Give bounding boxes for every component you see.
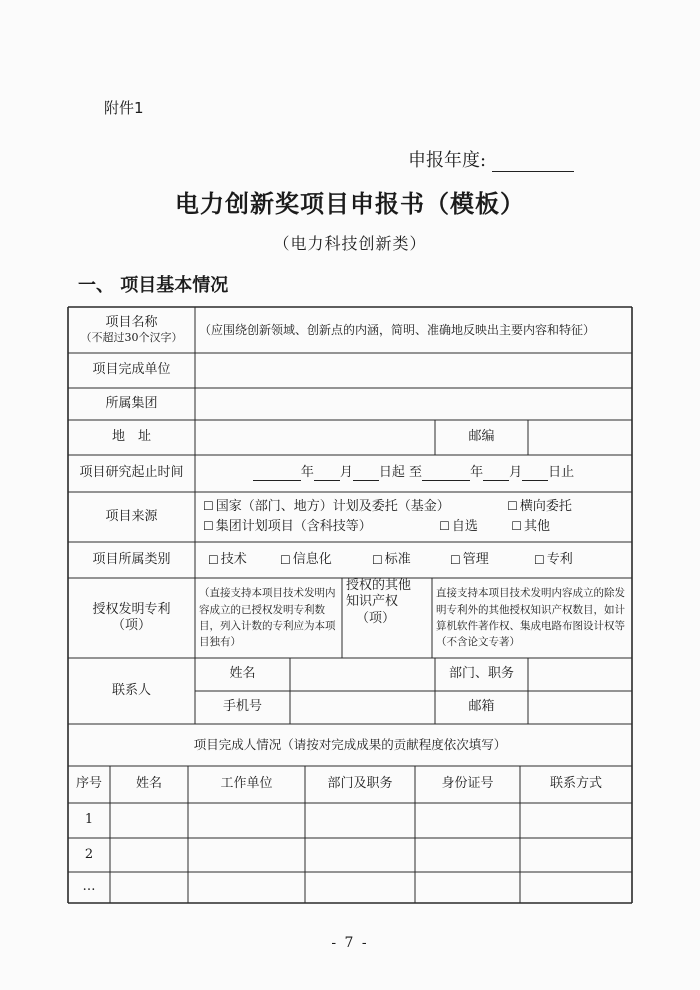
- checkbox-icon: ☐: [439, 519, 450, 534]
- year-unit: 年: [300, 465, 314, 481]
- category-option-patent[interactable]: [534, 552, 573, 568]
- contact-dept-field[interactable]: [528, 658, 632, 691]
- address-field[interactable]: [195, 420, 435, 455]
- option-label: 自选: [451, 518, 478, 534]
- source-option-self[interactable]: [439, 519, 507, 535]
- page-number: - 7 -: [331, 935, 369, 951]
- checkbox-icon: ☐: [208, 552, 219, 567]
- category-option-info[interactable]: [280, 552, 372, 568]
- checkbox-icon: ☐: [203, 499, 214, 514]
- source-label: 项目来源: [105, 508, 158, 524]
- members-header-index: 序号: [75, 776, 102, 792]
- option-label: 横向委托: [519, 498, 572, 514]
- source-option-horizontal[interactable]: [507, 499, 572, 515]
- page-title: 电力创新奖项目申报书（模板）: [175, 189, 525, 218]
- patent-label: [68, 578, 195, 658]
- members-header-name: 姓名: [135, 776, 162, 792]
- source-option-group[interactable]: [203, 519, 435, 535]
- option-label: 集团计划项目（含科技等）: [215, 518, 372, 534]
- postcode-field[interactable]: [528, 420, 632, 455]
- ip-label: [346, 578, 432, 658]
- checkbox-icon: ☐: [372, 552, 383, 567]
- option-label: 国家（部门、地方）计划及委托（基金）: [215, 498, 450, 514]
- page-subtitle: （电力科技创新类）: [273, 234, 427, 253]
- option-label: 技术: [220, 551, 247, 567]
- category-label: 项目所属类别: [92, 551, 171, 567]
- start-day-blank[interactable]: [353, 467, 379, 481]
- project-name-note: （不超过30个汉字）: [80, 331, 183, 345]
- option-label: 信息化: [292, 551, 332, 567]
- category-option-tech[interactable]: [208, 552, 280, 568]
- start-month-blank[interactable]: [314, 467, 340, 481]
- start-year-blank[interactable]: [253, 467, 301, 481]
- patent-label-line1: 授权发明专利: [92, 601, 171, 617]
- address-label: 地 址: [111, 429, 151, 445]
- checkbox-icon: ☐: [511, 519, 523, 534]
- patent-note[interactable]: （直接支持本项目技术发明内容成立的已授权发明专利数目，列入计数的专利应为本项目独有）: [199, 587, 336, 649]
- members-row-index: …: [82, 879, 96, 895]
- completion-unit-label: 项目完成单位: [92, 362, 171, 378]
- end-month-blank[interactable]: [483, 467, 509, 481]
- ip-label-line1: 授权的其他: [346, 578, 412, 593]
- source-option-national[interactable]: [203, 499, 503, 515]
- option-label: 标准: [384, 551, 411, 567]
- option-label: 管理: [462, 551, 489, 567]
- group-label: 所属集团: [105, 395, 158, 411]
- checkbox-icon: ☐: [507, 499, 518, 514]
- members-header-contact: 联系方式: [549, 776, 602, 792]
- option-label: 专利: [546, 551, 573, 567]
- category-options: [208, 542, 628, 578]
- completion-unit-field[interactable]: [195, 353, 632, 388]
- category-option-standard[interactable]: [372, 552, 450, 568]
- checkbox-icon: ☐: [280, 552, 291, 567]
- contact-name-label: 姓名: [229, 666, 256, 682]
- project-name-field[interactable]: （应围绕创新领域、创新点的内涵，简明、准确地反映出主要内容和特征）: [199, 322, 596, 337]
- ip-note[interactable]: 直接支持本项目技术发明内容成立的除发明专利外的其他授权知识产权数目，如计算机软件著作权、集成电路布图设计权等（不含论文专著）: [436, 587, 625, 649]
- end-year-blank[interactable]: [422, 467, 470, 481]
- project-name-title: 项目名称: [105, 315, 158, 330]
- contact-phone-field[interactable]: [290, 691, 435, 724]
- source-option-other[interactable]: [511, 519, 550, 535]
- members-row-index: 2: [84, 846, 94, 862]
- day-start-unit: 日起 至: [378, 465, 423, 481]
- month-unit: 月: [339, 465, 353, 481]
- contact-phone-label: 手机号: [222, 699, 262, 715]
- year-unit-end: 年: [470, 465, 484, 481]
- members-header-unit: 工作单位: [220, 776, 273, 792]
- group-field[interactable]: [195, 388, 632, 420]
- day-end-unit: 日止: [548, 465, 575, 481]
- ip-label-line3: （项）: [356, 610, 396, 626]
- attachment-label: 附件1: [104, 99, 144, 117]
- members-row-index: 1: [84, 812, 94, 828]
- option-label: 其他: [524, 518, 551, 534]
- contact-dept-label: 部门、职务: [448, 666, 514, 682]
- checkbox-icon: ☐: [534, 552, 545, 567]
- time-label: 项目研究起止时间: [79, 465, 184, 481]
- members-header-id: 身份证号: [441, 776, 494, 792]
- checkbox-icon: ☐: [450, 552, 461, 567]
- end-day-blank[interactable]: [522, 467, 548, 481]
- ip-label-line2: 知识产权: [346, 594, 399, 610]
- month-unit-end: 月: [509, 465, 523, 481]
- project-name-label: [68, 307, 195, 353]
- section-heading: 一、 项目基本情况: [78, 275, 229, 296]
- contact-email-field[interactable]: [528, 691, 632, 724]
- year-label: 申报年度:: [408, 150, 487, 171]
- postcode-label: 邮编: [468, 429, 495, 445]
- patent-label-line2: （项）: [111, 618, 151, 633]
- category-option-management[interactable]: [450, 552, 534, 568]
- time-field[interactable]: [195, 455, 632, 492]
- contact-name-field[interactable]: [290, 658, 435, 691]
- members-title: 项目完成人情况（请按对完成成果的贡献程度依次填写）: [193, 737, 507, 753]
- contact-label: 联系人: [111, 682, 151, 698]
- checkbox-icon: ☐: [203, 519, 214, 534]
- contact-email-label: 邮箱: [468, 699, 495, 715]
- source-options: [203, 494, 628, 540]
- members-header-dept: 部门及职务: [327, 776, 393, 792]
